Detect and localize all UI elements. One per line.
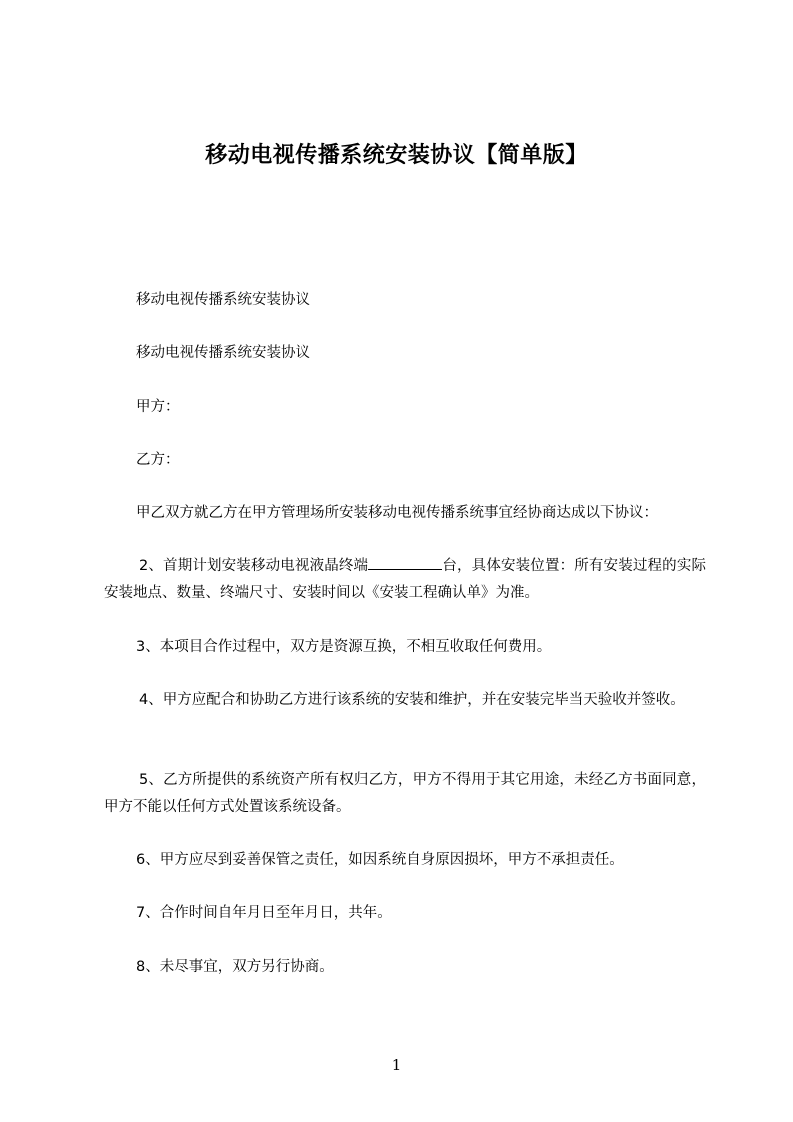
paragraph-heading-1: 移动电视传播系统安装协议 [136,292,310,308]
clause-5: 5、乙方所提供的系统资产所有权归乙方，甲方不得用于其它用途，未经乙方书面同意，甲方不能以任何方式处置该系统设备。 [104,772,706,815]
party-a-label: 甲方： [136,399,180,415]
quantity-blank-line [368,555,442,570]
document-title: 移动电视传播系统安装协议【简单版】 [205,143,588,168]
clause-7: 7、合作时间自年月日至年月日，共年。 [136,905,392,921]
party-b-label: 乙方： [136,452,180,468]
clause-6: 6、甲方应尽到妥善保管之责任，如因系统自身原因损坏，甲方不承担责任。 [136,852,624,868]
paragraph-heading-2: 移动电视传播系统安装协议 [136,345,310,361]
clause-4: 4、甲方应配合和协助乙方进行该系统的安装和维护，并在安装完毕当天验收并签收。 [139,692,685,708]
agreement-preamble: 甲乙双方就乙方在甲方管理场所安装移动电视传播系统事宜经协商达成以下协议： [136,505,658,521]
clause-3: 3、本项目合作过程中，双方是资源互换，不相互收取任何费用。 [136,639,552,655]
clause-8: 8、未尽事宜，双方另行协商。 [136,959,334,975]
clause-2 [104,553,706,607]
page-number: 1 [391,1056,402,1074]
clause-2-text-before: 2、首期计划安装移动电视液晶终端 [139,558,369,574]
clause-2-text-after: 台，具体安装位置：所有安装过程的实际安装地点、数量、终端尺寸、安装时间以《安装工程确认单》为准。 [104,558,706,601]
